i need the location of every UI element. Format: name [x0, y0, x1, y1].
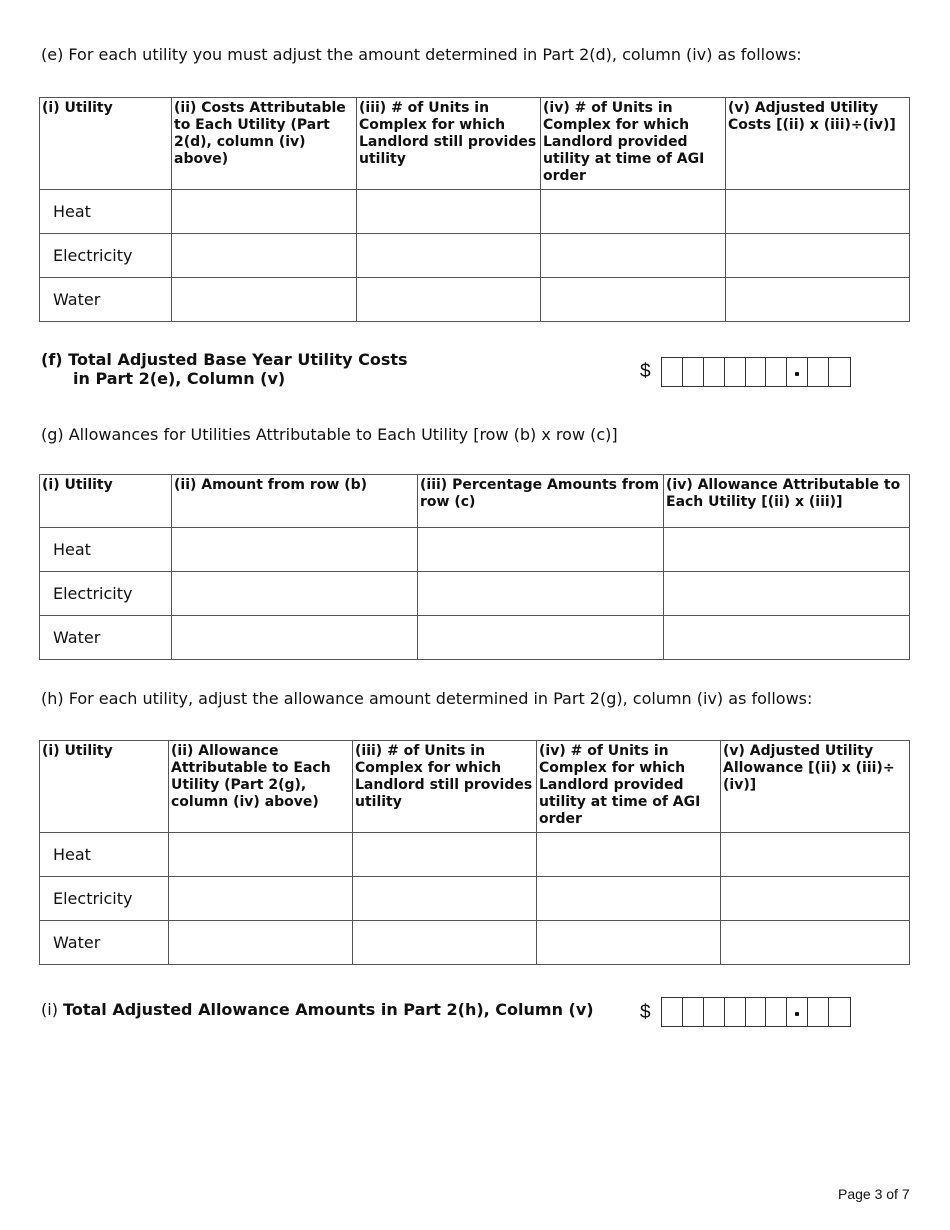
digit-box[interactable]: [683, 998, 704, 1026]
digit-box[interactable]: [829, 998, 849, 1026]
table-e-water-units-agi-cell[interactable]: [541, 278, 726, 322]
table-e-heat-adjusted-cell[interactable]: [726, 190, 910, 234]
table-e-heat-units-agi-cell[interactable]: [541, 190, 726, 234]
digit-box[interactable]: [704, 998, 725, 1026]
section-i-label: [41, 1000, 594, 1020]
table-h-heat-allowance-cell[interactable]: [169, 833, 353, 877]
table-g-heat-amount-cell[interactable]: [172, 528, 418, 572]
section-i-prefix: (i): [41, 1000, 58, 1019]
table-h: [39, 740, 910, 965]
row-label-water: Water: [40, 278, 172, 322]
digit-box[interactable]: [766, 358, 787, 386]
row-label-water: Water: [40, 616, 172, 660]
table-g-header-utility: (i) Utility: [40, 475, 172, 528]
section-f-amount-field[interactable]: [661, 357, 851, 387]
table-e-heat-costs-cell[interactable]: [172, 190, 357, 234]
digit-box[interactable]: [808, 358, 829, 386]
table-h-electricity-units-agi-cell[interactable]: [537, 877, 721, 921]
digit-box[interactable]: [683, 358, 704, 386]
table-e-header-units-still: (iii) # of Units in Complex for which Landlord still provides utility: [357, 98, 541, 190]
table-h-electricity-adjusted-cell[interactable]: [721, 877, 910, 921]
table-h-header-utility: (i) Utility: [40, 741, 169, 833]
table-e-heat-units-still-cell[interactable]: [357, 190, 541, 234]
table-e-electricity-costs-cell[interactable]: [172, 234, 357, 278]
section-f-label-line2: in Part 2(e), Column (v): [73, 369, 286, 388]
table-g-header-allowance: (iv) Allowance Attributable to Each Utility [(ii) x (iii)]: [664, 475, 910, 528]
section-e-intro: (e) For each utility you must adjust the amount determined in Part 2(d), column (iv) as follows:: [41, 45, 802, 64]
table-g-header-percentage: (iii) Percentage Amounts from row (c): [418, 475, 664, 528]
table-h-electricity-allowance-cell[interactable]: [169, 877, 353, 921]
table-e-water-costs-cell[interactable]: [172, 278, 357, 322]
table-g-header-amount: (ii) Amount from row (b): [172, 475, 418, 528]
table-h-header-units-still: (iii) # of Units in Complex for which Landlord still provides utility: [353, 741, 537, 833]
section-h-intro: (h) For each utility, adjust the allowance amount determined in Part 2(g), column (iv) as follows:: [41, 689, 813, 708]
table-g-electricity-amount-cell[interactable]: [172, 572, 418, 616]
table-g-heat-percentage-cell[interactable]: [418, 528, 664, 572]
table-g-water-amount-cell[interactable]: [172, 616, 418, 660]
table-row: [40, 278, 910, 322]
table-g: [39, 474, 910, 660]
row-label-heat: Heat: [40, 528, 172, 572]
digit-box[interactable]: [829, 358, 849, 386]
digit-box[interactable]: [787, 358, 808, 386]
digit-box[interactable]: [746, 358, 767, 386]
table-row: [40, 877, 910, 921]
table-g-water-percentage-cell[interactable]: [418, 616, 664, 660]
row-label-electricity: Electricity: [40, 234, 172, 278]
section-i-label-text: Total Adjusted Allowance Amounts in Part 2(h), Column (v): [63, 1000, 594, 1019]
table-e-electricity-units-agi-cell[interactable]: [541, 234, 726, 278]
table-e-water-units-still-cell[interactable]: [357, 278, 541, 322]
section-i-amount-field[interactable]: [661, 997, 851, 1027]
page-number: Page 3 of 7: [838, 1186, 910, 1202]
row-label-heat: Heat: [40, 190, 172, 234]
table-row: [40, 190, 910, 234]
table-row: [40, 234, 910, 278]
digit-box[interactable]: [746, 998, 767, 1026]
table-e-header-costs: (ii) Costs Attributable to Each Utility (Part 2(d), column (iv) above): [172, 98, 357, 190]
table-row: [40, 616, 910, 660]
table-row: [40, 921, 910, 965]
section-i-currency: $: [640, 1002, 651, 1023]
table-e-header-adjusted: (v) Adjusted Utility Costs [(ii) x (iii)÷(iv)]: [726, 98, 910, 190]
table-h-electricity-units-still-cell[interactable]: [353, 877, 537, 921]
table-h-heat-adjusted-cell[interactable]: [721, 833, 910, 877]
digit-box[interactable]: [766, 998, 787, 1026]
digit-box[interactable]: [662, 358, 683, 386]
table-row: [40, 833, 910, 877]
row-label-water: Water: [40, 921, 169, 965]
table-e: [39, 97, 910, 322]
table-h-water-allowance-cell[interactable]: [169, 921, 353, 965]
table-e-water-adjusted-cell[interactable]: [726, 278, 910, 322]
row-label-heat: Heat: [40, 833, 169, 877]
table-e-electricity-adjusted-cell[interactable]: [726, 234, 910, 278]
digit-box[interactable]: [787, 998, 808, 1026]
digit-box[interactable]: [808, 998, 829, 1026]
table-h-water-adjusted-cell[interactable]: [721, 921, 910, 965]
row-label-electricity: Electricity: [40, 572, 172, 616]
section-g-intro: (g) Allowances for Utilities Attributable to Each Utility [row (b) x row (c)]: [41, 425, 618, 444]
digit-box[interactable]: [662, 998, 683, 1026]
table-g-water-allowance-cell[interactable]: [664, 616, 910, 660]
table-row: [40, 528, 910, 572]
table-e-header-units-agi: (iv) # of Units in Complex for which Landlord provided utility at time of AGI order: [541, 98, 726, 190]
table-h-header-units-agi: (iv) # of Units in Complex for which Landlord provided utility at time of AGI order: [537, 741, 721, 833]
table-h-header-allowance: (ii) Allowance Attributable to Each Utility (Part 2(g), column (iv) above): [169, 741, 353, 833]
table-e-electricity-units-still-cell[interactable]: [357, 234, 541, 278]
table-row: [40, 572, 910, 616]
table-h-water-units-still-cell[interactable]: [353, 921, 537, 965]
section-f-currency: $: [640, 361, 651, 382]
digit-box[interactable]: [704, 358, 725, 386]
table-h-heat-units-still-cell[interactable]: [353, 833, 537, 877]
table-e-header-utility: (i) Utility: [40, 98, 172, 190]
table-g-heat-allowance-cell[interactable]: [664, 528, 910, 572]
digit-box[interactable]: [725, 358, 746, 386]
table-h-heat-units-agi-cell[interactable]: [537, 833, 721, 877]
table-h-header-adjusted: (v) Adjusted Utility Allowance [(ii) x (iii)÷ (iv)]: [721, 741, 910, 833]
table-h-water-units-agi-cell[interactable]: [537, 921, 721, 965]
table-g-electricity-percentage-cell[interactable]: [418, 572, 664, 616]
table-g-electricity-allowance-cell[interactable]: [664, 572, 910, 616]
digit-box[interactable]: [725, 998, 746, 1026]
row-label-electricity: Electricity: [40, 877, 169, 921]
section-f-label-line1: (f) Total Adjusted Base Year Utility Costs: [41, 350, 408, 369]
